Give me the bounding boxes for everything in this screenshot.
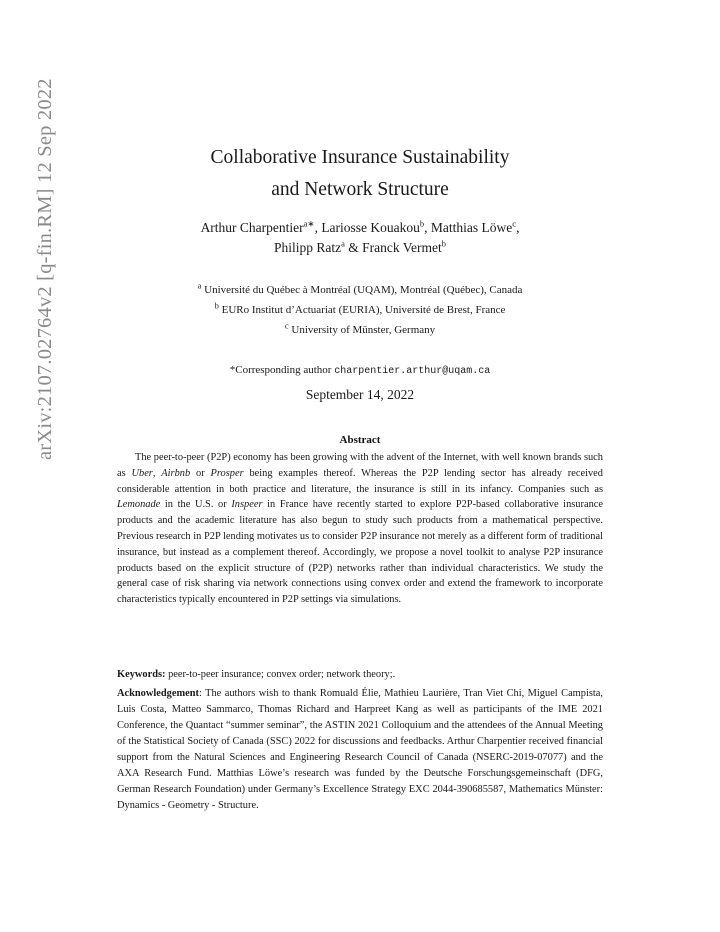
paper-date: September 14, 2022	[305, 387, 415, 402]
abstract-text: in the U.S. or	[160, 499, 232, 511]
abstract-heading: Abstract	[339, 434, 381, 446]
abstract-text: or	[190, 467, 211, 479]
affiliation-b	[0, 300, 720, 320]
abstract-text: being examples thereof. Whereas the P2P lending sector has already received considerable attention in both practice and literature, the insurance is still in its infancy. Companies such as	[117, 467, 603, 495]
acknowledgement-label: Acknowledgement	[117, 688, 199, 699]
author-list	[0, 218, 720, 258]
corresponding-email[interactable]: charpentier.arthur@uqam.ca	[334, 366, 491, 377]
author-name: Lariosse Kouakou	[321, 220, 420, 235]
abstract-text: The peer-to-peer (P2P) economy has been growing with the advent of the Internet, with well known brands such as	[117, 452, 603, 479]
paper-title	[0, 142, 720, 206]
author-name: Matthias Löwe	[430, 220, 513, 235]
brand-uber: Uber	[131, 467, 153, 479]
corresponding-author	[0, 364, 720, 377]
affiliation-text: University of Münster, Germany	[291, 324, 436, 336]
corresponding-label: *Corresponding author	[229, 364, 335, 376]
author-name: Philipp Ratz	[273, 240, 342, 255]
brand-airbnb: Airbnb	[161, 467, 191, 479]
author-affil-mark: b	[419, 218, 425, 229]
affiliation-c	[0, 320, 720, 340]
arxiv-stamp[interactable]: arXiv:2107.02764v2 [q-fin.RM] 12 Sep 2022	[34, 78, 56, 460]
acknowledgement	[117, 686, 603, 814]
title-line-1: Collaborative Insurance Sustainability	[210, 147, 510, 168]
affiliation-a	[0, 280, 720, 300]
affiliations	[0, 280, 720, 340]
author-line-2: Philipp Ratz$^a$ & Franck Vermet$^b$	[273, 238, 447, 255]
acknowledgement-text: : The authors wish to thank Romuald Élie, Mathieu Laurière, Tran Viet Chi, Miguel Campista, Luis Costa, Matteo Sammarco, Thomas Richard and Harpreet Kang as well as participants of the IME 2021 Conference, the Quantact “summer seminar”, the ASTIN 2021 Colloquium and the attendees of the Annual Meeting of the Statistical Society of Canada (SSC) 2022 for discussions and feedbacks. Arthur Charpentier received financial support from the Natural Sciences and Engineering Research Council of Canada (NSERC-2019-07077) and the AXA Research Fund. Matthias Löwe’s research was funded by the Deutsche Forschungsgemeinschaft (DFG, German Research Foundation) under Germany’s Excellence Strategy EXC 2044-390685587, Mathematics Münster: Dynamics - Geometry - Structure.	[117, 688, 603, 811]
brand-inspeer: Inspeer	[231, 499, 263, 511]
author-affil-mark: b	[441, 238, 447, 249]
brand-prosper: Prosper	[210, 467, 244, 479]
author-affil-mark: c	[512, 218, 517, 229]
affiliation-text: EURo Institut d’Actuariat (EURIA), Université de Brest, France	[221, 304, 506, 316]
abstract-text: in France have recently started to explore P2P-based collaborative insurance products and the academic literature has also begun to study such products from a mathematical perspective. Previous research in P2P lending motivates us to consider P2P insurance not merely as a different form of traditional insurance, but instead as a complement thereof. Accordingly, we propose a novel toolkit to analyse P2P insurance products based on the explicit structure of (P2P) networks rather than individual characteristics. We study the general case of risk sharing via network connections using convex order and extend the framework to incorporate characteristics typically encountered in P2P settings via simulations.	[117, 499, 603, 606]
keywords-text: peer-to-peer insurance; convex order; network theory;.	[165, 669, 396, 680]
abstract-text: ,	[152, 467, 162, 479]
affiliation-mark: a	[197, 280, 202, 291]
author-name: Franck Vermet	[362, 240, 442, 255]
affiliation-mark: c	[284, 320, 289, 331]
author-line-1: Arthur Charpentier$^{a∗}$, Lariosse Kouakou$^b$, Matthias Löwe$^c$,	[200, 218, 520, 235]
affiliation-mark: b	[214, 300, 219, 311]
keywords-label: Keywords:	[117, 669, 166, 680]
brand-lemonade: Lemonade	[117, 499, 161, 511]
keywords	[117, 667, 603, 683]
affiliation-text: Université du Québec à Montréal (UQAM), Montréal (Québec), Canada	[204, 284, 523, 296]
author-affil-mark: a∗	[303, 218, 315, 229]
author-affil-mark: a	[341, 238, 345, 249]
author-name: Arthur Charpentier	[200, 220, 304, 235]
abstract-body	[117, 450, 603, 608]
title-line-2: and Network Structure	[271, 179, 449, 200]
